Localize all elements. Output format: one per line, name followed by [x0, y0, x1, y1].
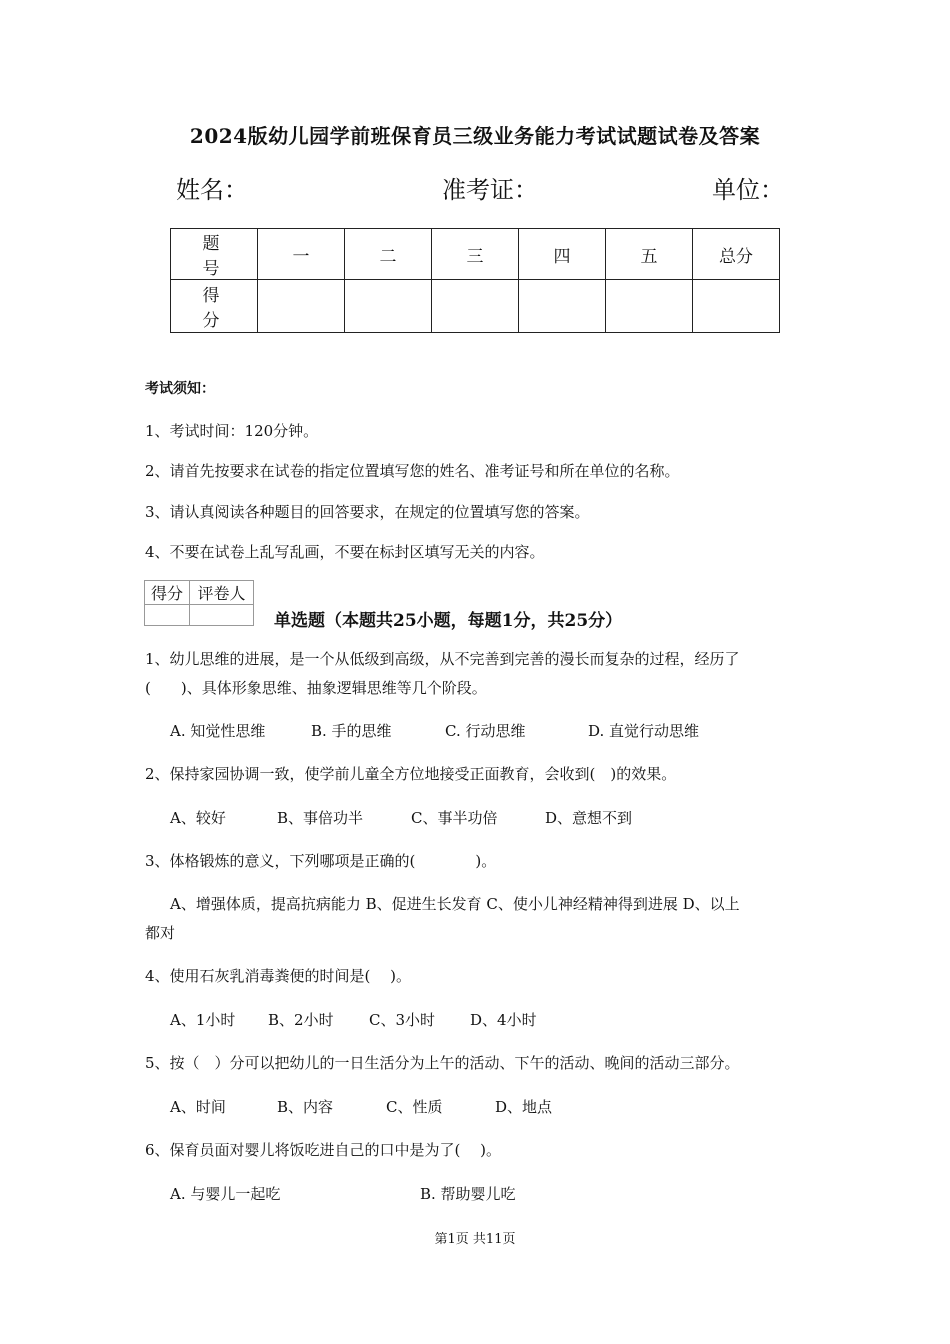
score-table-header-row [171, 229, 780, 280]
question-text: 3、体格锻炼的意义，下列哪项是正确的( )。 [145, 852, 497, 870]
grader-name-label: 评卷人 [190, 581, 254, 605]
score-cell[interactable] [432, 280, 519, 333]
question-text: ( )、具体形象思维、抽象逻辑思维等几个阶段。 [145, 679, 487, 697]
score-table-score-row [171, 280, 780, 333]
grader-score-label: 得分 [145, 581, 190, 605]
score-cell[interactable] [519, 280, 606, 333]
score-row-label: 得 分 [171, 280, 258, 333]
option-a[interactable]: A、较好 [170, 809, 226, 827]
option-b[interactable]: B、2小时 [268, 1011, 334, 1029]
name-field-label: 姓名： [176, 176, 248, 204]
option-b[interactable]: B. 手的思维 [311, 722, 392, 740]
option-a[interactable]: A. 知觉性思维 [170, 722, 266, 740]
notice-item: 2、请首先按要求在试卷的指定位置填写您的姓名、准考证号和所在单位的名称。 [145, 462, 680, 480]
option-c[interactable]: C. 行动思维 [445, 722, 526, 740]
unit-field-label: 单位： [712, 176, 784, 204]
exam-id-field-label: 准考证： [442, 176, 538, 204]
score-table-header-cell: 五 [606, 229, 693, 280]
score-cell[interactable] [345, 280, 432, 333]
score-table-header-cell: 题 号 [171, 229, 258, 280]
option-a[interactable]: A. 与婴儿一起吃 [170, 1185, 281, 1203]
option-c[interactable]: C、事半功倍 [411, 809, 498, 827]
section-title: 单选题（本题共25小题，每题1分，共25分） [274, 611, 623, 631]
option-b[interactable]: B. 帮助婴儿吃 [420, 1185, 516, 1203]
notice-heading: 考试须知： [145, 381, 215, 397]
option-a[interactable]: A、时间 [170, 1098, 226, 1116]
score-table-header-cell: 总分 [693, 229, 780, 280]
score-table [170, 228, 780, 333]
grader-name-cell[interactable] [190, 605, 254, 626]
question-text: 2、保持家园协调一致，使学前儿童全方位地接受正面教育，会收到( )的效果。 [145, 765, 677, 783]
question-text: 4、使用石灰乳消毒粪便的时间是( )。 [145, 967, 412, 985]
question-text: 6、保育员面对婴儿将饭吃进自己的口中是为了( )。 [145, 1141, 502, 1159]
page-footer: 第1页 共11页 [434, 1232, 516, 1247]
grader-box [144, 580, 254, 626]
page-title: 2024版幼儿园学前班保育员三级业务能力考试试题试卷及答案 [189, 124, 761, 148]
score-cell[interactable] [693, 280, 780, 333]
score-table-header-cell: 四 [519, 229, 606, 280]
score-cell[interactable] [606, 280, 693, 333]
question-text: 5、按（ ）分可以把幼儿的一日生活分为上午的活动、下午的活动、晚间的活动三部分。 [145, 1054, 740, 1072]
option-line[interactable]: 都对 [145, 924, 176, 942]
question-text: 1、幼儿思维的进展，是一个从低级到高级，从不完善到完善的漫长而复杂的过程，经历了 [145, 650, 740, 668]
option-d[interactable]: D、地点 [495, 1098, 553, 1116]
score-table-header-cell: 二 [345, 229, 432, 280]
option-b[interactable]: B、内容 [277, 1098, 334, 1116]
grader-score-cell[interactable] [145, 605, 190, 626]
score-table-header-cell: 一 [258, 229, 345, 280]
score-cell[interactable] [258, 280, 345, 333]
option-c[interactable]: C、3小时 [369, 1011, 436, 1029]
option-c[interactable]: C、性质 [386, 1098, 443, 1116]
score-table-header-cell: 三 [432, 229, 519, 280]
notice-item: 3、请认真阅读各种题目的回答要求，在规定的位置填写您的答案。 [145, 503, 590, 521]
option-d[interactable]: D. 直觉行动思维 [588, 722, 700, 740]
option-b[interactable]: B、事倍功半 [277, 809, 364, 827]
option-line[interactable]: A、增强体质，提高抗病能力 B、促进生长发育 C、使小儿神经精神得到进展 D、以上 [170, 895, 740, 913]
option-d[interactable]: D、意想不到 [545, 809, 633, 827]
notice-item: 4、不要在试卷上乱写乱画，不要在标封区填写无关的内容。 [145, 543, 545, 561]
notice-item: 1、考试时间：120分钟。 [145, 422, 319, 440]
option-a[interactable]: A、1小时 [170, 1011, 236, 1029]
option-d[interactable]: D、4小时 [470, 1011, 537, 1029]
